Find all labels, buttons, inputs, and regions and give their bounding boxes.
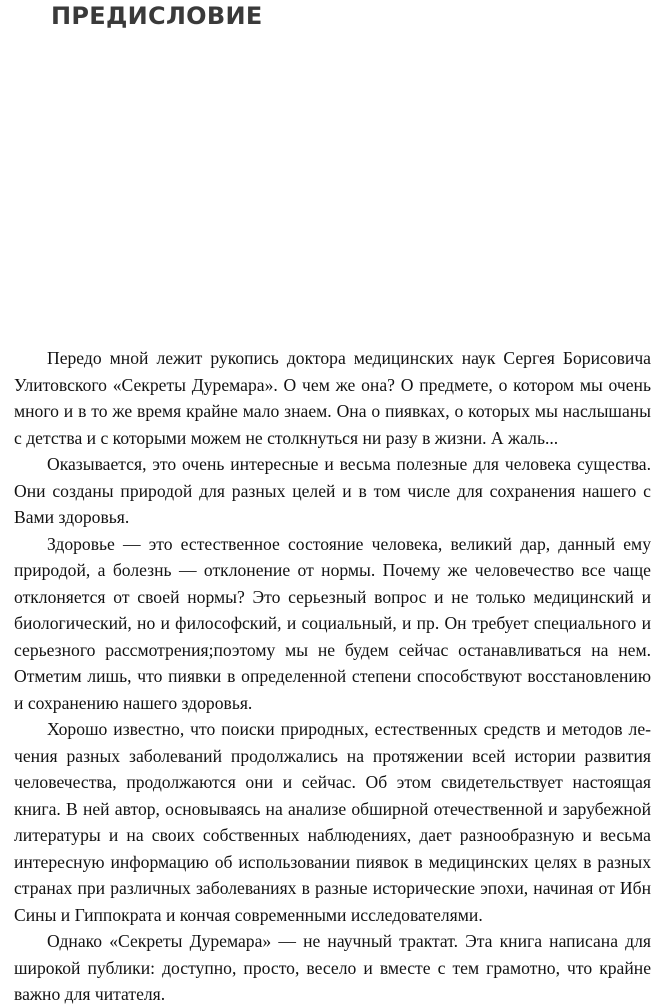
paragraph: Передо мной лежит рукопись доктора медицинских наук Сергея Борисовича Улитовского «Секреты Дуремара». О чем же она? О предмете, о котором мы очень много и в то же время крайне мало знаем. Она о пиявках, о которых мы наслышаны с детства и с которыми можем не столкнуться ни разу в жизни. А жаль... bbox=[14, 348, 651, 448]
paragraph: Однако «Секреты Дуремара» — не научный трактат. Эта книга написана для широкой публики: доступно, просто, весело и вместе с тем грамотно, что крайне важно для читателя. bbox=[14, 931, 651, 1004]
body-text bbox=[14, 345, 651, 1008]
page-title: ПРЕДИСЛОВИЕ bbox=[51, 2, 263, 30]
paragraph: Оказывается, это очень интересные и весьма полезные для человека существа. Они созданы природой для разных целей и в том числе для сохранения нашего с Вами здоровья. bbox=[14, 454, 651, 527]
paragraph: Здоровье — это естественное состояние человека, великий дар, данный ему природой, а болезнь — отклонение от нормы. Почему же человечество все чаще отклоняется от своей нормы? Это серьезный вопрос и не только медицинский и биологический, но и философский, и социальный, и пр. Он требует специального и серьезного рассмотрения;поэтому мы не будем сейчас останавливаться на нем. Отметим лишь, что пиявки в определенной степени способствуют восстановлению и сохранению нашего здоровья. bbox=[14, 533, 651, 713]
paragraph: Хорошо известно, что поиски природных, естественных средств и методов лечения разных заболеваний продолжались на протяжении всей истории развития человечества, продолжаются они и сейчас. Об этом свидетельствует настоящая книга. В ней автор, основываясь на анализе обширной отечественной и зарубежной литературы и на своих собственных наблюдениях, дает разнообразную и весьма интересную информацию об использовании пиявок в медицинских целях в разных странах при различных заболеваниях в разные исторические эпохи, начиная от Ибн Сины и Гиппократа и кончая современными исследователями. bbox=[14, 719, 651, 925]
